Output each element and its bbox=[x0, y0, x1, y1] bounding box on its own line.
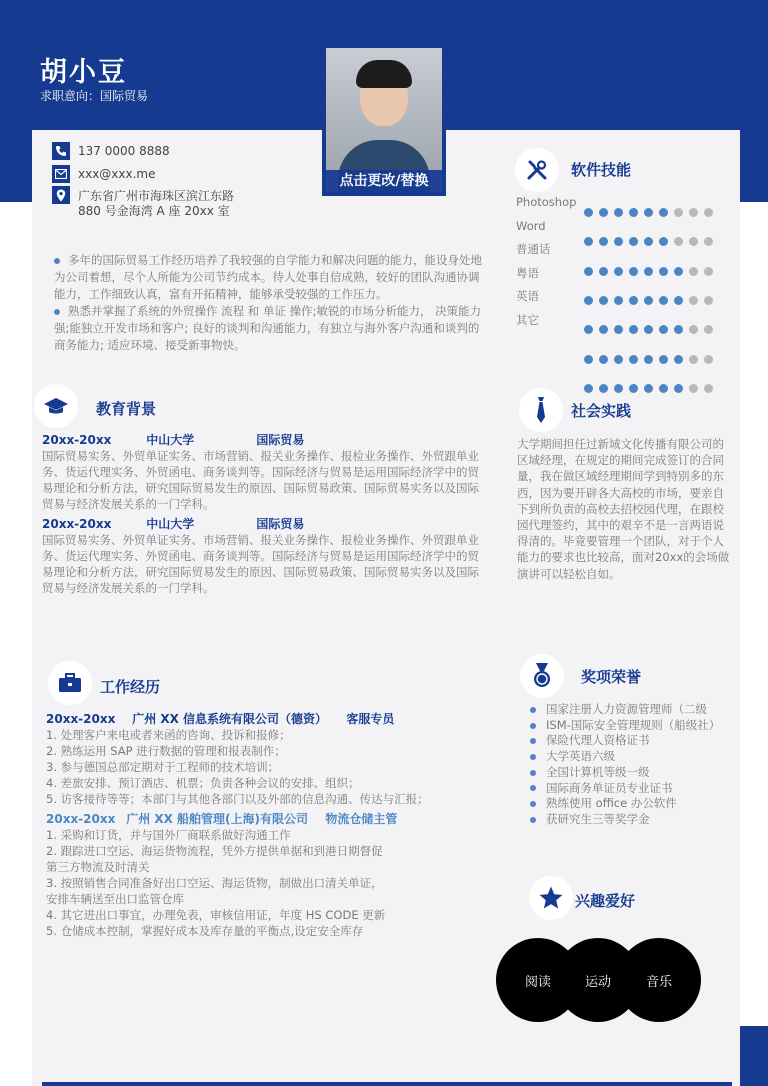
skill-rating-dot bbox=[704, 267, 713, 276]
skill-rating-dot bbox=[689, 355, 698, 364]
job-line: 3. 按照销售合同准备好出口空运、海运货物，制做出口清关单证， bbox=[46, 876, 383, 890]
avatar bbox=[326, 48, 442, 192]
medal-icon bbox=[520, 654, 564, 698]
bullet-icon bbox=[530, 817, 536, 823]
skill-rating-dot bbox=[674, 384, 683, 393]
skill-rating-dot bbox=[584, 355, 593, 364]
phone-text: 137 0000 8888 bbox=[78, 144, 170, 158]
skill-rating-dot bbox=[704, 355, 713, 364]
skill-rating-dot bbox=[644, 237, 653, 246]
skill-rating-dot bbox=[629, 237, 638, 246]
job-line: 5. 仓储成本控制，掌握好成本及库存量的平衡点,设定安全库存 bbox=[46, 924, 364, 938]
job-line: 1. 处理客户来电或者来函的咨询、投诉和报修； bbox=[46, 728, 291, 742]
job-entry bbox=[46, 711, 486, 807]
address-line1: 广东省广州市海珠区滨江东路 bbox=[78, 188, 235, 203]
skill-rating-dot bbox=[599, 267, 608, 276]
skill-rating-dot bbox=[659, 237, 668, 246]
skill-name: Photoshop bbox=[516, 195, 577, 209]
bullet-icon bbox=[530, 770, 536, 776]
job-line: 3. 参与德国总部定期对于工程师的技术培训； bbox=[46, 760, 280, 774]
skill-rating-row bbox=[584, 296, 713, 306]
hobbies-title: 兴趣爱好 bbox=[575, 892, 636, 910]
job-line: 第三方物流及时清关 bbox=[46, 860, 150, 874]
education-period: 20xx-20xx bbox=[42, 517, 112, 531]
skill-rating-row bbox=[584, 208, 713, 218]
bullet-icon bbox=[530, 754, 536, 760]
job-role: 客服专员 bbox=[346, 712, 395, 726]
skill-rating-dot bbox=[674, 296, 683, 305]
award-item: 国家注册人力资源管理师（二级 bbox=[530, 702, 720, 718]
skill-rating-dot bbox=[689, 208, 698, 217]
skill-rating-dot bbox=[674, 355, 683, 364]
briefcase-icon bbox=[48, 661, 92, 705]
skill-rating-dot bbox=[599, 325, 608, 334]
skill-rating-dot bbox=[644, 208, 653, 217]
job-line: 安排车辆送至出口监管仓库 bbox=[46, 892, 184, 906]
skill-rating-dot bbox=[704, 325, 713, 334]
summary-paragraph: 熟悉并掌握了系统的外贸操作 流程 和 单证 操作;敏锐的市场分析能力， 决策能力强;能独立开发市场和客户; 良好的谈判和沟通能力，有独立与海外客户沟通和谈判的商务能力; 适应环境、接受新事物快。 bbox=[54, 304, 482, 352]
bullet-icon bbox=[530, 738, 536, 744]
social-practice-text: 大学期间担任过新域文化传播有限公司的区域经理，在规定的期间完成签订的合同量，我在做区域经理期间学到特别多的东西，因为要开辟各大高校的市场，要亲自下到所负责的高校去招校园代理，在跟校园代理签约，其中的艰辛不是一言两语说得清的。毕竟要管理一个团队，对于个人能力的要求也比较高，面对20xx的会场做演讲可以轻松自如。 bbox=[517, 437, 730, 581]
skill-rating-dot bbox=[614, 208, 623, 217]
skill-name: 英语 bbox=[516, 289, 539, 303]
job-line: 2. 熟练运用 SAP 进行数据的管理和报表制作； bbox=[46, 744, 286, 758]
job-company: 广州 XX 船舶管理(上海)有限公司 bbox=[126, 812, 309, 826]
profile-photo[interactable] bbox=[322, 44, 446, 196]
skill-rating-dot bbox=[659, 267, 668, 276]
skill-name: 其它 bbox=[516, 312, 539, 327]
skill-rating-dot bbox=[689, 237, 698, 246]
skill-rating-dot bbox=[659, 208, 668, 217]
skill-rating-dot bbox=[689, 267, 698, 276]
skill-rating-dot bbox=[584, 208, 593, 217]
skill-rating-dot bbox=[659, 325, 668, 334]
skill-rating-dot bbox=[629, 208, 638, 217]
skill-rating-dot bbox=[614, 384, 623, 393]
skill-rating-row bbox=[584, 325, 713, 335]
education-period: 20xx-20xx bbox=[42, 433, 112, 447]
education-major: 国际贸易 bbox=[256, 433, 305, 447]
skill-rating-dot bbox=[689, 384, 698, 393]
job-company: 广州 XX 信息系统有限公司（德资） bbox=[132, 712, 328, 726]
hobby-sports: 运动 bbox=[556, 938, 640, 1022]
job-line: 1. 采购和订货，并与国外厂商联系做好沟通工作 bbox=[46, 828, 291, 842]
skill-rating-dot bbox=[674, 208, 683, 217]
skill-rating-dot bbox=[659, 296, 668, 305]
skill-rating-dot bbox=[674, 237, 683, 246]
summary-paragraph: 多年的国际贸易工作经历培养了我较强的自学能力和解决问题的能力，能设身处地为公司着想，尽个人所能为公司节约成本。待人处事自信成熟，较好的团队沟通协调能力，工作细致认真，富有开拓精神，能够承受较强的工作压力。 bbox=[54, 253, 482, 301]
bullet-icon bbox=[54, 258, 60, 264]
skill-rating-dot bbox=[599, 208, 608, 217]
hobby-music: 音乐 bbox=[617, 938, 701, 1022]
award-item: 获研究生三等奖学金 bbox=[530, 812, 720, 828]
work-title: 工作经历 bbox=[100, 678, 161, 696]
skill-rating-dot bbox=[629, 296, 638, 305]
graduation-cap-icon bbox=[34, 384, 78, 428]
job-line: 2. 跟踪进口空运、海运货物流程，凭外方提供单据和到港日期督促 bbox=[46, 844, 383, 858]
address-line2: 880 号金海湾 A 座 20xx 室 bbox=[78, 204, 230, 218]
job-role: 物流仓储主管 bbox=[325, 812, 398, 826]
job-period: 20xx-20xx bbox=[46, 712, 116, 726]
skill-rating-dot bbox=[629, 384, 638, 393]
education-entry bbox=[42, 516, 482, 596]
skill-rating-dot bbox=[689, 325, 698, 334]
skill-rating-dot bbox=[614, 237, 623, 246]
education-header bbox=[42, 516, 482, 532]
skill-rating-dot bbox=[704, 237, 713, 246]
bullet-icon bbox=[530, 707, 536, 713]
email-text: xxx@xxx.me bbox=[78, 167, 156, 181]
skill-rating-row bbox=[584, 267, 713, 277]
award-item: ISM-国际安全管理规则（船级社） bbox=[530, 718, 720, 734]
skill-rating-dot bbox=[629, 325, 638, 334]
skill-rating-dot bbox=[629, 355, 638, 364]
skill-rating-dot bbox=[599, 296, 608, 305]
skill-rating-dot bbox=[614, 355, 623, 364]
skill-rating-dot bbox=[704, 384, 713, 393]
job-line: 5. 访客接待等等；本部门与其他各部门以及外部的信息沟通、传达与汇报； bbox=[46, 792, 429, 806]
contact-email bbox=[52, 164, 156, 184]
hobby-reading: 阅读 bbox=[496, 938, 580, 1022]
self-summary bbox=[54, 252, 490, 354]
bullet-icon bbox=[530, 723, 536, 729]
mail-icon bbox=[52, 165, 70, 183]
skill-rating-dot bbox=[599, 384, 608, 393]
photo-change-label[interactable]: 点击更改/替换 bbox=[326, 170, 442, 192]
skill-rating-dot bbox=[614, 325, 623, 334]
bullet-icon bbox=[530, 785, 536, 791]
award-item: 国际商务单证员专业证书 bbox=[530, 781, 720, 797]
phone-icon bbox=[52, 142, 70, 160]
skill-rating-dot bbox=[644, 325, 653, 334]
skill-rating-dot bbox=[689, 296, 698, 305]
skills-list bbox=[516, 194, 576, 335]
skill-rating-dot bbox=[644, 267, 653, 276]
skill-rating-dot bbox=[584, 325, 593, 334]
skill-rating-dot bbox=[704, 296, 713, 305]
necktie-icon bbox=[519, 388, 563, 432]
education-entry bbox=[42, 432, 482, 512]
job-entry bbox=[46, 811, 486, 939]
skill-rating-row bbox=[584, 384, 713, 394]
corner-accent bbox=[740, 1026, 768, 1086]
education-major: 国际贸易 bbox=[256, 517, 305, 531]
awards-title: 奖项荣誉 bbox=[581, 668, 642, 686]
education-title: 教育背景 bbox=[96, 400, 157, 418]
candidate-name: 胡小豆 bbox=[40, 57, 127, 88]
skill-rating-row bbox=[584, 237, 713, 247]
skill-rating-dot bbox=[644, 355, 653, 364]
skill-name: 普通话 bbox=[516, 242, 551, 256]
skill-rating-row bbox=[584, 355, 713, 365]
award-item: 保险代理人资格证书 bbox=[530, 733, 720, 749]
skill-name: Word bbox=[516, 218, 546, 233]
job-intent: 求职意向：国际贸易 bbox=[40, 89, 149, 103]
skill-rating-dot bbox=[599, 355, 608, 364]
skill-rating-dot bbox=[659, 384, 668, 393]
bullet-icon bbox=[54, 309, 60, 315]
award-item: 全国计算机等级一级 bbox=[530, 765, 720, 781]
education-school: 中山大学 bbox=[146, 517, 195, 531]
skill-rating-dot bbox=[584, 384, 593, 393]
education-desc: 国际贸易实务、外贸单证实务、市场营销、报关业务操作、报检业务操作、外贸跟单业务、货运代理实务、外贸函电、商务谈判等。国际经济与贸易是运用国际经济学中的贸易理论和分析方法，研究国际贸易发生的原因、国际贸易政策、国际贸易实务以及国际贸易与经济发展关系的一门学科。 bbox=[42, 533, 479, 595]
location-pin-icon bbox=[52, 186, 70, 204]
education-header bbox=[42, 432, 482, 448]
skill-rating-dot bbox=[584, 296, 593, 305]
tools-icon bbox=[515, 148, 559, 192]
skill-rating-dot bbox=[584, 237, 593, 246]
footer-line bbox=[42, 1082, 732, 1086]
education-school: 中山大学 bbox=[146, 433, 195, 447]
skill-rating-dot bbox=[629, 267, 638, 276]
skill-rating-dot bbox=[599, 237, 608, 246]
bullet-icon bbox=[530, 801, 536, 807]
awards-list bbox=[530, 702, 720, 828]
skill-name: 粤语 bbox=[516, 265, 539, 280]
social-practice-title: 社会实践 bbox=[571, 402, 632, 420]
job-period: 20xx-20xx bbox=[46, 812, 116, 826]
education-desc: 国际贸易实务、外贸单证实务、市场营销、报关业务操作、报检业务操作、外贸跟单业务、货运代理实务、外贸函电、商务谈判等。国际经济与贸易是运用国际经济学中的贸易理论和分析方法，研究国际贸易发生的原因、国际贸易政策、国际贸易实务以及国际贸易与经济发展关系的一门学科。 bbox=[42, 449, 479, 511]
star-icon bbox=[529, 876, 573, 920]
skill-rating-dot bbox=[704, 208, 713, 217]
award-item: 熟练使用 office 办公软件 bbox=[530, 796, 720, 812]
skill-rating-dot bbox=[584, 267, 593, 276]
skill-rating-dot bbox=[659, 355, 668, 364]
skill-rating-dot bbox=[674, 325, 683, 334]
job-header bbox=[46, 811, 486, 827]
skill-rating-dot bbox=[644, 296, 653, 305]
contact-phone bbox=[52, 141, 170, 161]
skills-title: 软件技能 bbox=[571, 161, 632, 179]
award-item: 大学英语六级 bbox=[530, 749, 720, 765]
skill-rating-dot bbox=[614, 296, 623, 305]
skill-rating-dot bbox=[644, 384, 653, 393]
skill-rating-dot bbox=[674, 267, 683, 276]
skill-rating-dot bbox=[614, 267, 623, 276]
job-header bbox=[46, 711, 486, 727]
job-line: 4. 差旅安排、预订酒店、机票；负责各种会议的安排、组织； bbox=[46, 776, 360, 790]
job-line: 4. 其它进出口事宜，办理免表，审核信用证，年度 HS CODE 更新 bbox=[46, 908, 386, 922]
